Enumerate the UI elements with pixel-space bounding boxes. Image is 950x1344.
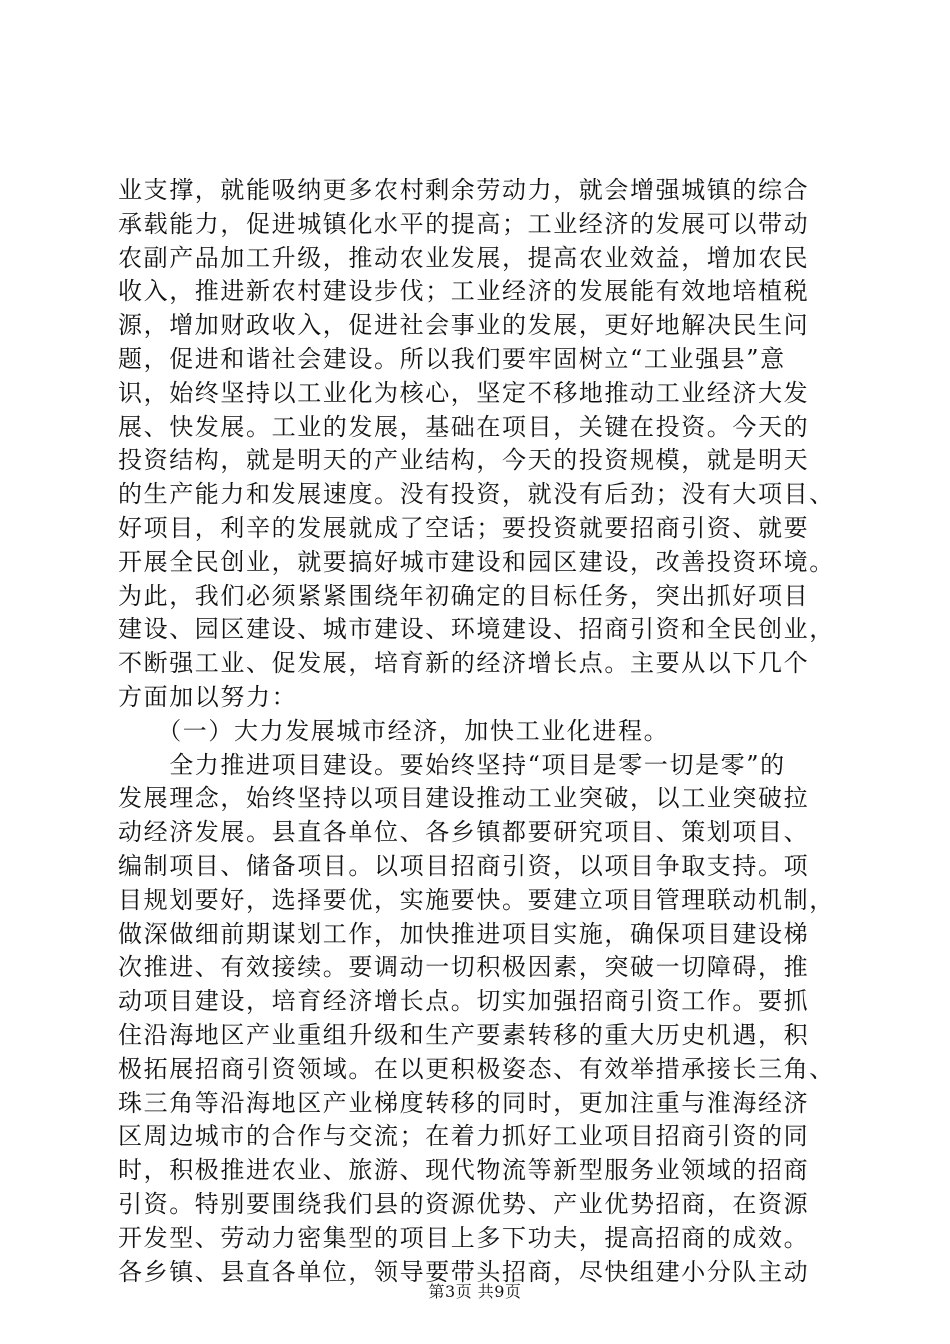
text-line: 建设、园区建设、城市建设、环境建设、招商引资和全民创业， — [118, 615, 835, 644]
text-line: 目规划要好，选择要优，实施要快。要建立项目管理联动机制， — [118, 885, 835, 914]
text-line: 次推进、有效接续。要调动一切积极因素，突破一切障碍，推 — [118, 953, 810, 982]
text-line: 的生产能力和发展速度。没有投资，就没有后劲；没有大项目、 — [118, 480, 835, 509]
text-line: 方面加以努力： — [118, 682, 298, 711]
text-line: 编制项目、储备项目。以项目招商引资，以项目争取支持。项 — [118, 851, 810, 880]
text-line: 区周边城市的合作与交流；在着力抓好工业项目招商引资的同 — [118, 1122, 810, 1151]
text-line: 题，促进和谐社会建设。所以我们要牢固树立“工业强县”意 — [118, 344, 786, 373]
text-line: 展、快发展。工业的发展，基础在项目，关键在投资。今天的 — [118, 412, 810, 441]
text-line: 各乡镇、县直各单位，领导要带头招商，尽快组建小分队主动 — [118, 1257, 810, 1286]
text-line: 好项目，利辛的发展就成了空话；要投资就要招商引资、就要 — [118, 513, 810, 542]
text-line: 开展全民创业，就要搞好城市建设和园区建设，改善投资环境。 — [118, 547, 835, 576]
text-line: 投资结构，就是明天的产业结构，今天的投资规模，就是明天 — [118, 446, 810, 475]
text-line: 时，积极推进农业、旅游、现代物流等新型服务业领域的招商 — [118, 1156, 810, 1185]
text-line: 承载能力，促进城镇化水平的提高；工业经济的发展可以带动 — [118, 209, 810, 238]
text-line: 引资。特别要围绕我们县的资源优势、产业优势招商，在资源 — [118, 1189, 810, 1218]
text-line: 动项目建设，培育经济增长点。切实加强招商引资工作。要抓 — [118, 987, 810, 1016]
text-line: 识，始终坚持以工业化为核心，坚定不移地推动工业经济大发 — [118, 378, 810, 407]
text-line: 不断强工业、促发展，培育新的经济增长点。主要从以下几个 — [118, 649, 810, 678]
text-line: 做深做细前期谋划工作，加快推进项目实施，确保项目建设梯 — [118, 919, 810, 948]
text-line: 收入，推进新农村建设步伐；工业经济的发展能有效地培植税 — [118, 277, 810, 306]
text-line: 业支撑，就能吸纳更多农村剩余劳动力，就会增强城镇的综合 — [118, 176, 810, 204]
text-line: 农副产品加工升级，推动农业发展，提高农业效益，增加农民 — [118, 243, 810, 272]
section-heading: （一）大力发展城市经济，加快工业化进程。 — [118, 716, 670, 745]
page-number-footer: 第3页 共9页 — [428, 1282, 522, 1301]
text-line: 为此，我们必须紧紧围绕年初确定的目标任务，突出抓好项目 — [118, 581, 810, 610]
text-line: 住沿海地区产业重组升级和生产要素转移的重大历史机遇，积 — [118, 1020, 810, 1049]
text-line: 动经济发展。县直各单位、各乡镇都要研究项目、策划项目、 — [118, 818, 810, 847]
text-line: 源，增加财政收入，促进社会事业的发展，更好地解决民生问 — [118, 311, 810, 340]
text-line: 发展理念，始终坚持以项目建设推动工业突破，以工业突破拉 — [118, 784, 810, 813]
text-line: 极拓展招商引资领域。在以更积极姿态、有效举措承接长三角、 — [118, 1054, 835, 1083]
text-line: 开发型、劳动力密集型的项目上多下功夫，提高招商的成效。 — [118, 1223, 810, 1252]
text-line: 珠三角等沿海地区产业梯度转移的同时，更加注重与淮海经济 — [118, 1088, 810, 1117]
text-line: 全力推进项目建设。要始终坚持“项目是零一切是零”的 — [118, 750, 786, 779]
body-text — [118, 174, 838, 1289]
